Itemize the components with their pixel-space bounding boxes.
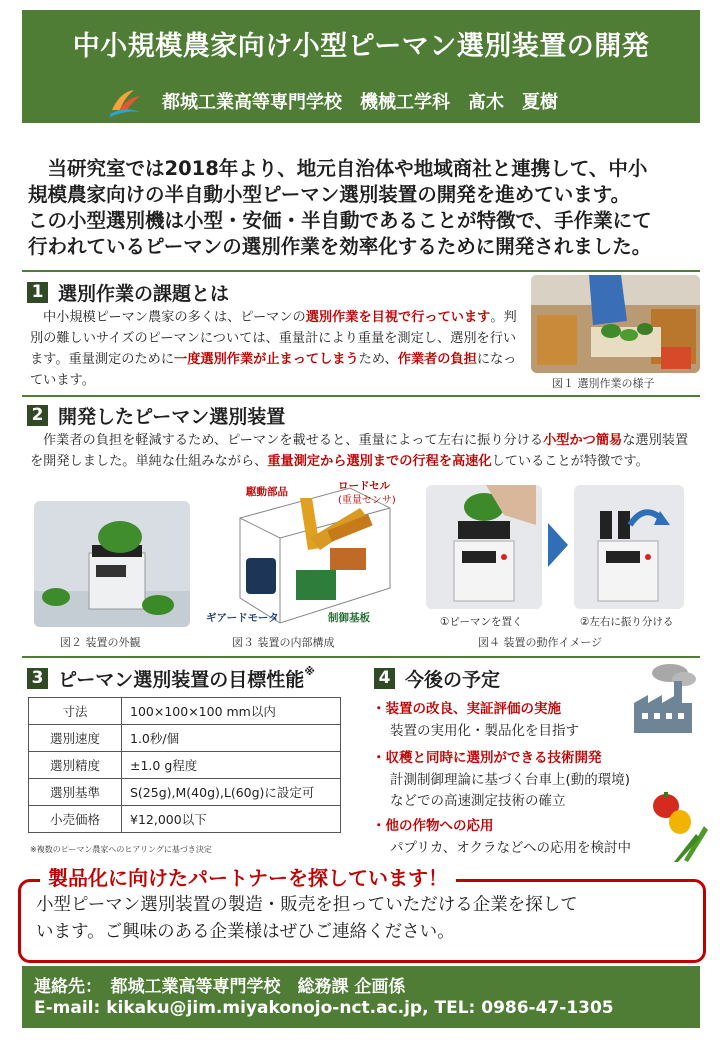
figure-caption: 図２ 装置の外観 (60, 636, 141, 649)
spec-value: ±1.0 g程度 (122, 752, 341, 779)
operation-photo-sort (574, 485, 684, 609)
school-logo-icon (108, 88, 142, 118)
figure-caption: 図１ 選別作業の様子 (552, 377, 655, 390)
spec-value: ¥12,000以下 (122, 806, 341, 833)
plan-detail: 計測制御理論に基づく台車上(動的環境) (390, 772, 631, 788)
spec-table (28, 697, 341, 833)
header-banner (22, 10, 700, 123)
section-number: 2 (27, 405, 48, 426)
page-title: 中小規模農家向け小型ピーマン選別装置の開発 (72, 31, 650, 62)
section-title: 選別作業の課題とは (58, 283, 230, 305)
spec-value: 100×100×100 mm以内 (122, 698, 341, 725)
text-run: な選別装置を開発しました。単純な仕組みながら、 (30, 433, 689, 469)
step-label: ②左右に振り分ける (580, 616, 674, 628)
author-line: 都城工業高等専門学校 機械工学科 髙木 夏樹 (162, 92, 558, 113)
plan-item (372, 814, 631, 856)
text-run: 中小規模ピーマン農家の多くは、ピーマンの (43, 310, 306, 325)
work-photo (531, 275, 700, 373)
contact-line: 連絡先： 都城工業高等専門学校 総務課 企画係 (34, 977, 406, 997)
intro-line: この小型選別機は小型・安価・半自動であることが特徴で、手作業にて (28, 209, 652, 232)
section-title: 開発したピーマン選別装置 (58, 406, 286, 428)
arrow-right-icon (548, 523, 568, 567)
text-run: していることが特徴です。 (491, 454, 649, 469)
section-title (58, 665, 315, 692)
table-row (29, 698, 341, 725)
partner-title: 製品化に向けたパートナーを探しています！ (40, 862, 456, 891)
table-note: ※複数のピーマン農家へのヒアリングに基づき決定 (30, 845, 212, 854)
step-label: ①ピーマンを置く (440, 616, 523, 628)
spec-key: 選別精度 (29, 752, 122, 779)
email-tel-line: E-mail: kikaku@jim.miyakonojo-nct.ac.jp, TEL: 0986-47-1305 (34, 998, 614, 1018)
plan-detail: などでの高速測定技術の確立 (390, 793, 566, 809)
text-run: ため、 (358, 352, 398, 367)
label-drive-part: 駆動部品 (246, 486, 288, 498)
factory-icon (630, 663, 696, 735)
label-loadcell: ロードセル (338, 480, 391, 492)
highlight-text: 選別作業を目視で行っています (305, 310, 491, 325)
highlight-text: 小型かつ簡易 (543, 433, 623, 448)
table-row (29, 752, 341, 779)
section-divider (22, 270, 700, 272)
operation-photo-place (426, 485, 542, 609)
plan-item (372, 697, 579, 739)
spec-value: S(25g),M(40g),L(60g)に設定可 (122, 779, 341, 806)
highlight-text: 重量測定から選別までの行程を高速化 (267, 454, 492, 469)
partner-text (36, 892, 696, 946)
section-title: 今後の予定 (405, 669, 501, 691)
intro-line: 当研究室では2018年より、地元自治体や地域商社と連携して、中小 (47, 157, 648, 180)
text-run: になっています。 (30, 352, 517, 388)
section-divider (22, 656, 700, 658)
label-geared-motor: ギアードモータ (206, 612, 279, 624)
spec-key: 小売価格 (29, 806, 122, 833)
section-number: 3 (27, 668, 48, 689)
section1-body (30, 307, 520, 391)
table-row (29, 725, 341, 752)
plan-heading: ・他の作物への応用 (372, 818, 494, 834)
label-loadcell-sub: (重量センサ) (338, 495, 396, 506)
section-title-text: ピーマン選別装置の目標性能 (58, 669, 305, 691)
table-row (29, 806, 341, 833)
plan-detail: パプリカ、オクラなどへの応用を検討中 (390, 840, 631, 856)
highlight-text: 一度選別作業が止まってしまう (174, 352, 359, 367)
plan-heading: ・装置の改良、実証評価の実施 (372, 701, 561, 717)
intro-line: 規模農家向けの半自動小型ピーマン選別装置の開発を進めています。 (28, 183, 631, 206)
section2-body (30, 430, 698, 472)
section-number: 4 (374, 668, 395, 689)
spec-key: 寸法 (29, 698, 122, 725)
vegetables-icon (650, 790, 708, 862)
section-divider (22, 395, 700, 397)
label-control-board: 制御基板 (328, 612, 370, 624)
text-run: 。判別の難しいサイズのピーマンについては、重量計により重量を測定し、選別を行います。重量測定のために (30, 310, 517, 367)
device-photo (34, 501, 190, 627)
plan-item (372, 746, 630, 809)
intro-line: 行われているピーマンの選別作業を効率化するために開発されました。 (28, 235, 652, 258)
figure-caption: 図３ 装置の内部構成 (232, 636, 335, 649)
section-number: 1 (27, 282, 48, 303)
intro-paragraph (28, 156, 700, 260)
spec-value: 1.0秒/個 (122, 725, 341, 752)
spec-key: 選別速度 (29, 725, 122, 752)
partner-line: 小型ピーマン選別装置の製造・販売を担っていただける企業を探して (36, 895, 578, 915)
note-mark: ※ (304, 665, 315, 678)
text-run: 作業者の負担を軽減するため、ピーマンを載せると、重量によって左右に振り分ける (43, 433, 544, 448)
partner-line: います。ご興味のある企業様はぜひご連絡ください。 (36, 922, 455, 942)
plan-heading: ・収穫と同時に選別ができる技術開発 (372, 750, 602, 766)
highlight-text: 作業者の負担 (397, 352, 477, 367)
plan-detail: 装置の実用化・製品化を目指す (390, 723, 579, 739)
spec-key: 選別基準 (29, 779, 122, 806)
contact-footer (22, 966, 700, 1028)
table-row (29, 779, 341, 806)
figure-caption: 図４ 装置の動作イメージ (478, 636, 603, 649)
